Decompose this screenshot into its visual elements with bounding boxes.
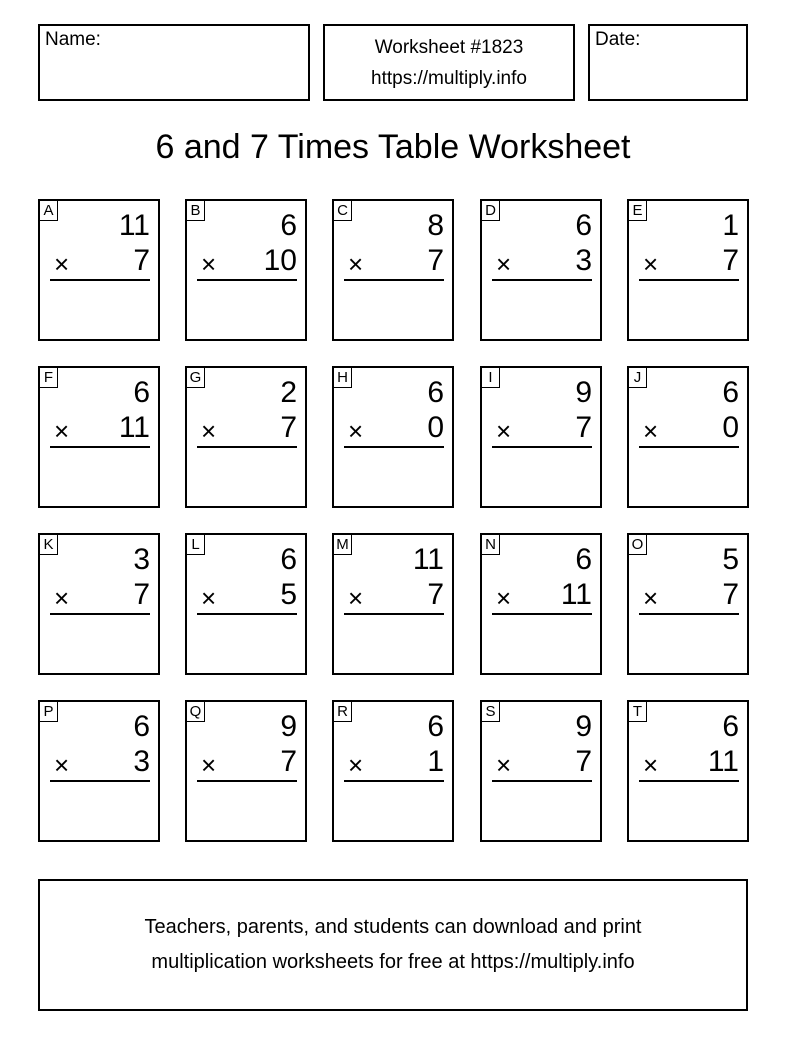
problem-card <box>627 533 749 675</box>
problem-letter: G <box>186 367 205 388</box>
times-sign: × <box>348 583 364 613</box>
problem-letter: D <box>481 200 500 221</box>
times-sign: × <box>496 583 512 613</box>
problem-letter: R <box>333 701 352 722</box>
answer-line <box>344 446 444 448</box>
answer-line <box>639 780 739 782</box>
answer-line <box>639 279 739 281</box>
problem-card <box>38 533 160 675</box>
answer-line <box>492 446 592 448</box>
multiplier: 7 <box>427 244 444 277</box>
problem-card <box>332 700 454 842</box>
answer-line <box>492 613 592 615</box>
problem-letter: J <box>628 367 647 388</box>
answer-line <box>639 446 739 448</box>
multiplier: 10 <box>263 244 297 277</box>
answer-line <box>197 780 297 782</box>
footer-line-1: Teachers, parents, and students can download and print <box>144 916 642 938</box>
problem-card <box>185 533 307 675</box>
problem-letter: H <box>333 367 352 388</box>
multiplier: 11 <box>560 578 592 611</box>
multiplicand: 9 <box>280 710 297 743</box>
multiplier: 5 <box>280 578 297 611</box>
multiplier: 3 <box>575 244 592 277</box>
times-sign: × <box>496 416 512 446</box>
answer-line <box>50 279 150 281</box>
problem-card <box>480 533 602 675</box>
answer-line <box>197 613 297 615</box>
problem-card <box>185 199 307 341</box>
problem-card <box>480 366 602 508</box>
problem-letter: B <box>186 200 205 221</box>
times-sign: × <box>54 750 70 780</box>
multiplier: 0 <box>427 411 444 444</box>
answer-line <box>197 446 297 448</box>
times-sign: × <box>201 583 217 613</box>
multiplicand: 6 <box>722 376 739 409</box>
times-sign: × <box>54 416 70 446</box>
problem-letter: E <box>628 200 647 221</box>
times-sign: × <box>348 750 364 780</box>
multiplicand: 6 <box>280 209 297 242</box>
problem-card <box>38 366 160 508</box>
times-sign: × <box>643 249 659 279</box>
answer-line <box>197 279 297 281</box>
times-sign: × <box>643 583 659 613</box>
multiplier: 7 <box>575 411 592 444</box>
times-sign: × <box>348 416 364 446</box>
answer-line <box>50 613 150 615</box>
times-sign: × <box>643 750 659 780</box>
site-url: https://multiply.info <box>371 67 527 89</box>
multiplier: 7 <box>133 244 150 277</box>
multiplier: 7 <box>722 578 739 611</box>
multiplicand: 3 <box>133 543 150 576</box>
times-sign: × <box>54 249 70 279</box>
multiplicand: 6 <box>575 543 592 576</box>
times-sign: × <box>201 416 217 446</box>
multiplier: 7 <box>280 745 297 778</box>
times-sign: × <box>348 249 364 279</box>
times-sign: × <box>54 583 70 613</box>
times-sign: × <box>201 750 217 780</box>
problem-letter: N <box>481 534 500 555</box>
problem-letter: K <box>39 534 58 555</box>
worksheet-id: Worksheet #1823 <box>374 36 524 58</box>
multiplicand: 5 <box>722 543 739 576</box>
problem-letter: C <box>333 200 352 221</box>
problem-letter: T <box>628 701 647 722</box>
problem-letter: O <box>628 534 647 555</box>
times-sign: × <box>201 249 217 279</box>
worksheet-info <box>325 26 573 99</box>
multiplicand: 6 <box>427 710 444 743</box>
worksheet-info-box <box>323 24 575 101</box>
problem-letter: A <box>39 200 58 221</box>
answer-line <box>492 279 592 281</box>
multiplier: 7 <box>133 578 150 611</box>
answer-line <box>344 780 444 782</box>
answer-line <box>50 446 150 448</box>
times-sign: × <box>496 249 512 279</box>
date-box <box>588 24 748 101</box>
multiplier: 11 <box>707 745 739 778</box>
footer-box <box>38 879 748 1011</box>
answer-line <box>639 613 739 615</box>
multiplicand: 8 <box>427 209 444 242</box>
multiplicand: 9 <box>575 376 592 409</box>
problem-card <box>627 366 749 508</box>
multiplicand: 6 <box>133 376 150 409</box>
multiplier: 1 <box>427 745 444 778</box>
problem-card <box>480 700 602 842</box>
times-sign: × <box>643 416 659 446</box>
times-sign: × <box>496 750 512 780</box>
multiplier: 11 <box>118 411 150 444</box>
multiplicand: 6 <box>133 710 150 743</box>
problem-letter: S <box>481 701 500 722</box>
footer-line-2: multiplication worksheets for free at https://multiply.info <box>151 951 635 973</box>
multiplicand: 11 <box>412 543 444 576</box>
answer-line <box>50 780 150 782</box>
multiplier: 7 <box>280 411 297 444</box>
multiplicand: 1 <box>722 209 739 242</box>
multiplicand: 6 <box>280 543 297 576</box>
multiplier: 7 <box>722 244 739 277</box>
multiplicand: 11 <box>118 209 150 242</box>
problem-card <box>627 199 749 341</box>
multiplicand: 6 <box>427 376 444 409</box>
multiplicand: 2 <box>280 376 297 409</box>
problem-card <box>332 533 454 675</box>
problem-letter: Q <box>186 701 205 722</box>
problem-card <box>185 366 307 508</box>
problem-card <box>480 199 602 341</box>
problem-card <box>38 700 160 842</box>
answer-line <box>344 279 444 281</box>
name-label: Name: <box>45 29 101 50</box>
problem-card <box>332 199 454 341</box>
date-label: Date: <box>595 29 641 50</box>
multiplicand: 6 <box>722 710 739 743</box>
problem-card <box>627 700 749 842</box>
answer-line <box>344 613 444 615</box>
problem-card <box>332 366 454 508</box>
multiplier: 7 <box>575 745 592 778</box>
problem-card <box>38 199 160 341</box>
problem-letter: P <box>39 701 58 722</box>
page-title: 6 and 7 Times Table Worksheet <box>155 128 631 166</box>
problem-grid <box>38 199 748 842</box>
name-box <box>38 24 310 101</box>
multiplicand: 6 <box>575 209 592 242</box>
problem-letter: I <box>481 367 500 388</box>
problem-letter: M <box>333 534 352 555</box>
multiplicand: 9 <box>575 710 592 743</box>
multiplier: 7 <box>427 578 444 611</box>
problem-card <box>185 700 307 842</box>
problem-letter: L <box>186 534 205 555</box>
problem-letter: F <box>39 367 58 388</box>
answer-line <box>492 780 592 782</box>
multiplier: 0 <box>722 411 739 444</box>
multiplier: 3 <box>133 745 150 778</box>
